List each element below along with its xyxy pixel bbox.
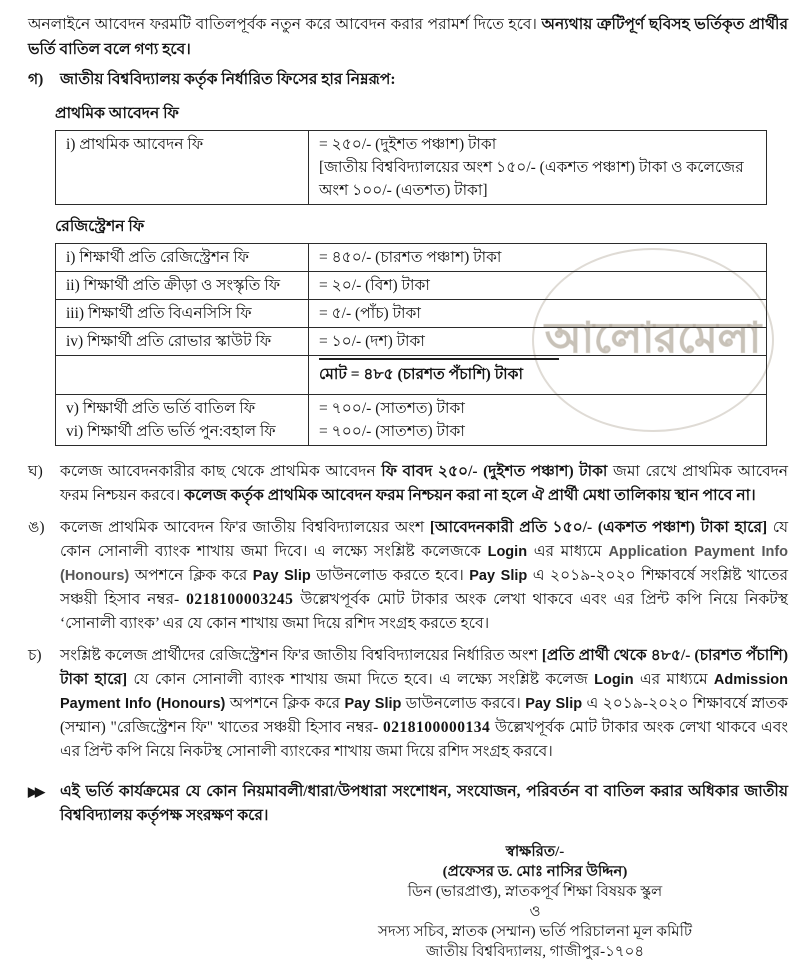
text-run: যে কোন সোনালী ব্যাংক শাখায় জমা দিতে হবে। এ লক্ষ্যে সংশ্লিষ্ট কলেজ <box>127 671 595 688</box>
fee-value-line: = ৭০০/- (সাতশত) টাকা <box>319 400 465 417</box>
section-note <box>28 780 788 828</box>
table-row <box>56 328 767 356</box>
text-run: কলেজ আবেদনকারীর কাছ থেকে প্রাথমিক আবেদন <box>60 463 382 480</box>
text-run: অন্যথায় ত্রুটিপূর্ণ ছবিসহ ভর্তিকৃত প্রার্থীর ভর্তি বাতিল বলে গণ্য হবে। <box>28 16 788 58</box>
signature-signed-label: স্বাক্ষরিত/- <box>505 844 565 860</box>
total-cell <box>309 356 767 395</box>
section-gha-marker: ঘ) <box>28 463 43 480</box>
fee-value-cell: = ১০/- (দশ) টাকা <box>309 328 767 356</box>
text-run: Application Payment Info (Honours) <box>60 544 789 584</box>
text-run: 0218100003245 <box>186 591 294 608</box>
section-gha-text <box>60 460 788 508</box>
section-cha-text <box>60 644 788 764</box>
fee-value-line: = ২৫০/- (দুইশত পঞ্চাশ) টাকা <box>319 136 497 153</box>
total-row <box>56 356 767 395</box>
table-row <box>56 395 767 446</box>
fee-value-line: = ৭০০/- (সাতশত) টাকা <box>319 423 465 440</box>
table-row <box>56 272 767 300</box>
text-run: Login <box>487 544 528 560</box>
text-run: এর মাধ্যমে <box>527 543 609 560</box>
fee-label-cell: i) প্রাথমিক আবেদন ফি <box>56 131 309 205</box>
section-cha-marker: চ) <box>28 647 42 664</box>
text-run: সংশ্লিষ্ট কলেজ প্রার্থীদের রেজিস্ট্রেশন ফি'র জাতীয় বিশ্ববিদ্যালয়ের নির্ধারিত অংশ <box>60 647 542 664</box>
empty-cell <box>56 356 309 395</box>
table-row <box>56 131 767 205</box>
signature-block <box>300 842 770 962</box>
section-ga <box>28 68 788 92</box>
text-run: যে কোন সোনালী ব্যাংক শাখায় জমা দিবে। এ লক্ষ্যে সংশ্লিষ্ট কলেজকে <box>60 519 789 560</box>
text-run: অপশনে ক্লিক করে <box>225 695 345 712</box>
registration-fee-table <box>55 243 767 446</box>
section-uo-marker: ঙ) <box>28 519 45 536</box>
fee-label-cell: ii) শিক্ষার্থী প্রতি ক্রীড়া ও সংস্কৃতি ফি <box>56 272 309 300</box>
text-run: [প্রতি প্রার্থী থেকে ৪৮৫/- (চারশত পঁচাশি) টাকা হারে] <box>60 647 788 688</box>
text-run: ডাউনলোড করতে হবে। <box>310 567 470 584</box>
table2-title: রেজিস্ট্রেশন ফি <box>55 218 145 235</box>
section-ga-heading: জাতীয় বিশ্ববিদ্যালয় কর্তৃক নির্ধারিত ফিসের হার নিম্নরূপ: <box>60 71 396 88</box>
text-run: Admission Payment Info (Honours) <box>60 672 788 712</box>
section-gha <box>28 460 788 508</box>
text-run: জমা রেখে প্রাথমিক আবেদন ফরম নিশ্চয়ন করবে। <box>60 463 788 504</box>
fee-label-line: v) শিক্ষার্থী প্রতি ভর্তি বাতিল ফি <box>66 400 256 417</box>
section-cha <box>28 644 788 764</box>
fee-label-line: vi) শিক্ষার্থী প্রতি ভর্তি পুন:বহাল ফি <box>66 423 276 440</box>
signature-institution: জাতীয় বিশ্ববিদ্যালয়, গাজীপুর-১৭০৪ <box>425 944 645 960</box>
primary-application-fee-table <box>55 130 767 205</box>
signature-title-1: ডিন (ভারপ্রাপ্ত), স্নাতকপূর্ব শিক্ষা বিষয়ক স্কুল <box>407 884 663 900</box>
text-run: ফি বাবদ ২৫০/- (দুইশত পঞ্চাশ) টাকা <box>381 463 608 480</box>
section-uo-text <box>60 516 788 636</box>
fee-value-cell: = ৫/- (পাঁচ) টাকা <box>309 300 767 328</box>
signature-title-2: সদস্য সচিব, স্নাতক (সম্মান) ভর্তি পরিচালনা মূল কমিটি <box>377 924 693 940</box>
watermark-text: আলোরমেলা <box>544 315 762 362</box>
text-run: অনলাইনে আবেদন ফরমটি বাতিলপূর্বক নতুন করে আবেদন করার পরামর্শ দিতে হবে। <box>28 16 542 33</box>
double-arrow-icon: ▶▶ <box>28 784 42 799</box>
text-run: অপশনে ক্লিক করে <box>129 567 253 584</box>
intro-paragraph <box>28 12 788 62</box>
fee-label-cell: iii) শিক্ষার্থী প্রতি বিএনসিসি ফি <box>56 300 309 328</box>
text-run: এ ২০১৯-২০২০ শিক্ষাবর্ষে সংশ্লিষ্ট খাতের সঞ্চয়ী হিসাব নম্বর- <box>60 567 788 608</box>
table-row <box>56 244 767 272</box>
text-run: Pay Slip <box>252 568 311 584</box>
text-run: এ ২০১৯-২০২০ শিক্ষাবর্ষে স্নাতক (সম্মান) "রেজিস্ট্রেশন ফি" খাতের সঞ্চয়ী হিসাব নম্বর- <box>60 695 788 736</box>
fee-label-cell: iv) শিক্ষার্থী প্রতি রোভার স্কাউট ফি <box>56 328 309 356</box>
text-run: উল্লেখপূর্বক মোট টাকার অংক লেখা থাকবে এবং এর প্রিন্ট কপি নিয়ে নিকটস্থ ‘সোনালী ব্যাংক’ এর যে কোন শাখায় জমা দিয়ে রশিদ সংগ্রহ করতে হবে। <box>60 591 788 632</box>
table1-title: প্রাথমিক আবেদন ফি <box>55 105 179 122</box>
fee-value-cell: = ২০/- (বিশ) টাকা <box>309 272 767 300</box>
text-run: এই ভর্তি কার্যক্রমের যে কোন নিয়মাবলী/ধারা/উপধারা সংশোধন, সংযোজন, পরিবর্তন বা বাতিল করার অধিকার জাতীয় বিশ্ববিদ্যালয় কর্তৃপক্ষ সংরক্ষণ করে। <box>60 783 788 824</box>
text-run: 0218100000134 <box>383 719 491 736</box>
fee-value-cell: = ৪৫০/- (চারশত পঞ্চাশ) টাকা <box>309 244 767 272</box>
fee-label-cell: i) শিক্ষার্থী প্রতি রেজিস্ট্রেশন ফি <box>56 244 309 272</box>
signature-name: (প্রফেসর ড. মোঃ নাসির উদ্দিন) <box>442 864 628 880</box>
text-run: Pay Slip <box>344 696 402 712</box>
section-uo <box>28 516 788 636</box>
text-run: উল্লেখপূর্বক মোট টাকার অংক লেখা থাকবে এবং এর প্রিন্ট কপি নিয়ে নিকটস্থ সোনালী ব্যাংকের শাখায় জমা দিয়ে রশিদ সংগ্রহ করবে। <box>60 719 788 760</box>
table-row <box>56 300 767 328</box>
text-run: Pay Slip <box>469 568 528 584</box>
text-run: কলেজ প্রাথমিক আবেদন ফি'র জাতীয় বিশ্ববিদ্যালয়ের অংশ <box>60 519 430 536</box>
text-run: ডাউনলোড করবে। <box>401 695 526 712</box>
fee-value-cell <box>309 395 767 446</box>
fee-label-cell <box>56 395 309 446</box>
total-amount: মোট = ৪৮৫ (চারশত পঁচাশি) টাকা <box>319 366 523 383</box>
section-ga-marker: গ) <box>28 71 44 88</box>
text-run: [আবেদনকারী প্রতি ১৫০/- (একশত পঞ্চাশ) টাকা হারে] <box>429 519 768 536</box>
signature-conjunction: ও <box>529 904 541 920</box>
fee-value-line: [জাতীয় বিশ্ববিদ্যালয়ের অংশ ১৫০/- (একশত পঞ্চাশ) টাকা ও কলেজের অংশ ১০০/- (এতশত) টাকা] <box>319 159 744 199</box>
text-run: Login <box>594 672 634 688</box>
text-run: Pay Slip <box>525 696 583 712</box>
fee-value-cell <box>309 131 767 205</box>
section-note-text <box>60 780 788 828</box>
text-run: কলেজ কর্তৃক প্রাথমিক আবেদন ফরম নিশ্চয়ন করা না হলে ঐ প্রার্থী মেধা তালিকায় স্থান পাবে না। <box>184 487 756 504</box>
text-run: এর মাধ্যমে <box>633 671 714 688</box>
